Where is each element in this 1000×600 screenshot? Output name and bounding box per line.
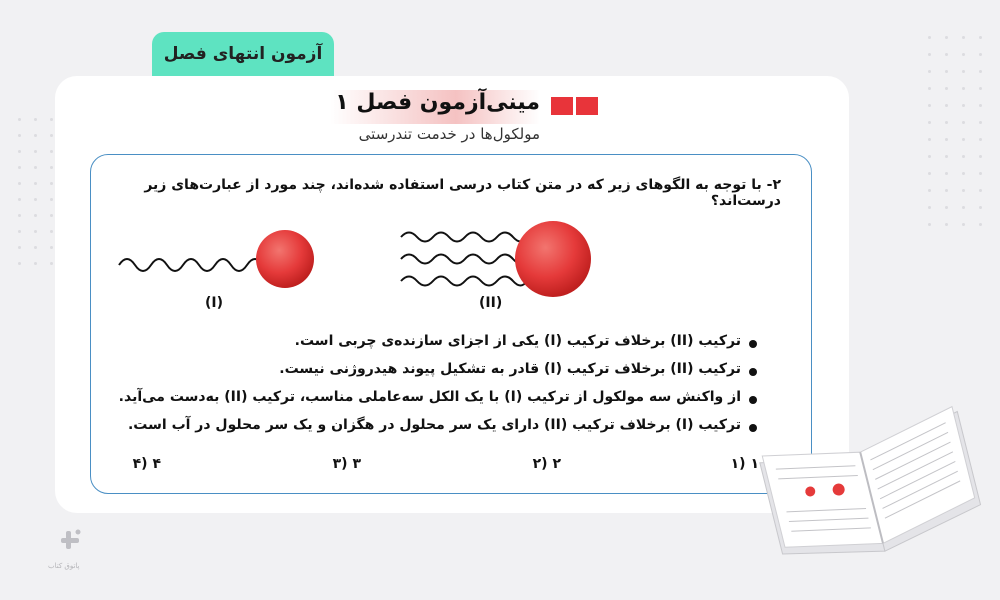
bullet — [749, 340, 757, 348]
dot — [928, 155, 931, 158]
page-title: مینی‌آزمون فصل ۱ — [330, 90, 540, 124]
dot — [34, 246, 37, 249]
molecule-ii-tail-3 — [401, 277, 527, 286]
dot — [979, 36, 982, 39]
site-logo-icon — [58, 528, 84, 558]
option-3[interactable]: ۳ (۳ — [332, 456, 361, 472]
dot — [962, 138, 965, 141]
bullet — [749, 368, 757, 376]
dot — [50, 166, 53, 169]
molecule-i — [119, 230, 314, 288]
dot — [18, 246, 21, 249]
dot — [945, 189, 948, 192]
dot — [962, 206, 965, 209]
dot — [945, 155, 948, 158]
dot — [962, 70, 965, 73]
dot — [34, 198, 37, 201]
dot — [34, 150, 37, 153]
dot — [962, 104, 965, 107]
dot — [945, 53, 948, 56]
dot — [979, 70, 982, 73]
dot — [18, 214, 21, 217]
dot — [18, 262, 21, 265]
dot — [945, 138, 948, 141]
dot — [945, 70, 948, 73]
statement-4: ترکیب (I) برخلاف ترکیب (II) دارای یک سر محلول در هگزان و یک سر محلول در آب است. — [127, 417, 741, 433]
option-2[interactable]: ۲ (۲ — [532, 456, 561, 472]
dot — [945, 121, 948, 124]
dot — [34, 214, 37, 217]
dot — [50, 150, 53, 153]
dot — [928, 138, 931, 141]
molecule-diagrams — [91, 155, 811, 315]
molecule-ii-tail-1 — [401, 233, 527, 242]
dot — [18, 134, 21, 137]
dot — [979, 223, 982, 226]
dot — [962, 87, 965, 90]
dot — [962, 223, 965, 226]
dot — [928, 87, 931, 90]
dot — [979, 172, 982, 175]
dot — [50, 182, 53, 185]
dot — [928, 206, 931, 209]
dot — [50, 134, 53, 137]
dot — [962, 155, 965, 158]
dot — [50, 262, 53, 265]
molecule-ii-label: (II) — [479, 295, 503, 311]
molecule-i-tail — [119, 259, 277, 271]
dot — [50, 198, 53, 201]
dot — [18, 150, 21, 153]
dot — [979, 138, 982, 141]
dot — [962, 189, 965, 192]
dot — [34, 182, 37, 185]
dot — [928, 223, 931, 226]
dot — [928, 172, 931, 175]
dot — [18, 118, 21, 121]
dot — [18, 182, 21, 185]
dot — [962, 172, 965, 175]
page-subtitle: مولکول‌ها در خدمت تندرستی — [358, 125, 540, 143]
title-square-2 — [576, 97, 598, 115]
question-text: ۲- با توجه به الگوهای زیر که در متن کتاب درسی استفاده شده‌اند، چند مورد از عبارت‌های زیر درست‌اند؟ — [144, 177, 781, 209]
title-square-1 — [551, 97, 573, 115]
molecule-i-head — [256, 230, 314, 288]
molecule-ii-head — [515, 221, 591, 297]
dot — [979, 189, 982, 192]
dot — [945, 36, 948, 39]
dot — [50, 246, 53, 249]
dot — [945, 223, 948, 226]
dot — [962, 53, 965, 56]
statement-1: ترکیب (II) برخلاف ترکیب (I) یکی از اجزای سازنده‌ی چربی است. — [294, 333, 741, 349]
dot — [928, 121, 931, 124]
dot — [962, 121, 965, 124]
dot — [34, 262, 37, 265]
statement-3: از واکنش سه مولکول از ترکیب (I) با یک الکل سه‌عاملی مناسب، ترکیب (II) به‌دست می‌آید. — [118, 389, 741, 405]
dot — [979, 155, 982, 158]
dot — [979, 53, 982, 56]
dot — [928, 53, 931, 56]
dot — [962, 36, 965, 39]
chapter-test-tag: آزمون انتهای فصل — [152, 32, 334, 76]
dot — [50, 118, 53, 121]
molecule-ii-tail-2 — [401, 255, 527, 264]
question-box — [90, 154, 812, 494]
option-1[interactable]: ۱ (۱ — [730, 456, 759, 472]
dot — [50, 230, 53, 233]
dot — [928, 70, 931, 73]
dot — [34, 230, 37, 233]
dot — [945, 206, 948, 209]
dot — [34, 118, 37, 121]
molecule-ii — [401, 221, 591, 297]
dot — [928, 189, 931, 192]
dot — [979, 87, 982, 90]
dot — [18, 166, 21, 169]
dot — [928, 36, 931, 39]
dot — [34, 166, 37, 169]
dot — [18, 198, 21, 201]
dot — [979, 206, 982, 209]
molecule-i-label: (I) — [205, 295, 224, 311]
dot — [979, 121, 982, 124]
dot — [18, 230, 21, 233]
open-book-image — [748, 385, 988, 565]
dot — [50, 214, 53, 217]
dot — [928, 104, 931, 107]
option-4[interactable]: ۴ (۴ — [132, 456, 161, 472]
dot — [945, 172, 948, 175]
dot — [945, 104, 948, 107]
dot — [979, 104, 982, 107]
site-logo-text: پاتوق کتاب — [48, 562, 80, 570]
dot — [945, 87, 948, 90]
dot — [34, 134, 37, 137]
statement-2: ترکیب (II) برخلاف ترکیب (I) قادر به تشکیل پیوند هیدروژنی نیست. — [279, 361, 741, 377]
